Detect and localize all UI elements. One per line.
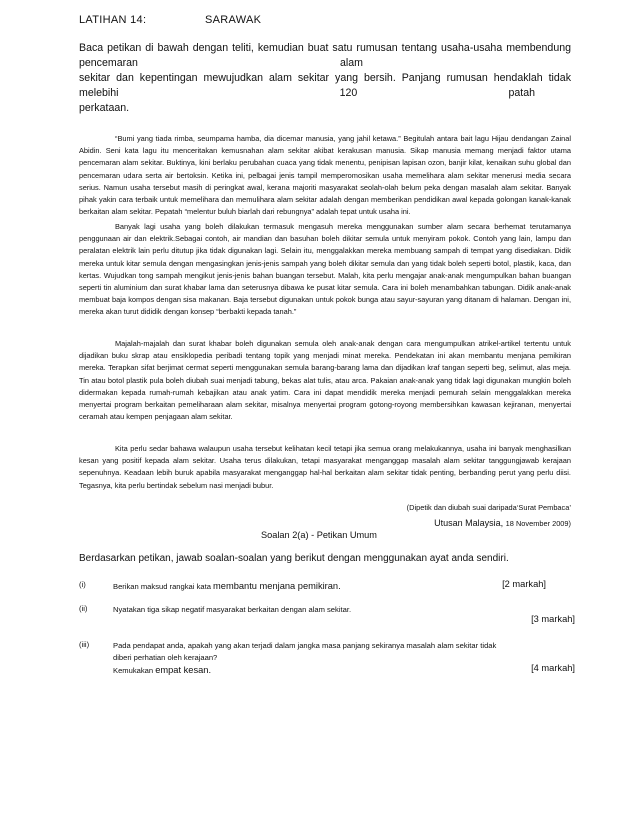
source-publication: Utusan Malaysia, 18 November 2009) <box>434 518 571 528</box>
mark-label: [4 markah] <box>531 663 575 673</box>
instruction-line: sekitar dan kepentingan mewujudkan alam sekitar yang bersih. Panjang rumusan hendaklah tidak <box>79 72 571 84</box>
mark-label: [2 markah] <box>502 579 546 589</box>
passage-paragraph-3: Majalah-majalah dan surat khabar boleh digunakan semula oleh anak-anak dengan cara mengumpulkan atrikel-artikel tertentu untuk dijadikan buku skrap atau ensiklopedia peribadi tentang topik yang menjadi minat mereka. Pendekatan ini akan membantu menjana pemikiran mereka. Terapkan sifat berjimat cermat seperti menggunakan semula barang-barang lama dan dijadikan kraf tangan seperti beg, selimut, alas meja. Tin atau botol plastik pula boleh diubah suai menjadi tabung, bekas alat tulis, atau arca. Pakaian anak-anak yang tidak lagi digunakan mungkin boleh didermakan kepada rumah-rumah kebajikan atau anak yatim. Cara ini dapat mendidik mereka menjadi pemurah selain menggalakkan mereka menyertai program berkaitan pemeliharaan alam sekitar, misalnya menyertai program gotong-royong membersihkan kawasan kejiranan, menyertai ceramah atau kempen penjagaan alam sekitar. <box>79 339 571 422</box>
passage-paragraph-1: “Bumi yang tiada rimba, seumpama hamba, dia dicemar manusia, yang jahil ketawa.” Begitulah antara bait lagu Hijau dendangan Zainal Abidin. Seni kata lagu itu menceritakan kemusnahan alam sekitar akibat kerakusan manusia. Sikap manusia memang menjadi faktor utama pencemaran alam sekitar. Buktinya, kini berlaku perubahan cuaca yang tidak menentu, penipisan lapisan ozon, banjir kilat, kenaikan suhu global dan pencemaran udara serta air bertoksin. Ketika ini, pelbagai jenis tampil memperomosikan usaha memelihara alam sekitar menerusi media secara serius. Namun usaha tersebut masih di peringkat awal, kerana majoriti masyarakat seolah-olah belum peka dengan masalah alam sekitar. Banyak pihak yakin cara terbaik untuk memelihara dan memulihara alam sekitar adalah dengan memberikan pendidikan awal kepada golongan kanak-kanak berkaitan alam sekitar. Pepatah “melentur buluh biarlah dari rebungnya” adalah tepat untuk usaha ini. <box>79 134 571 217</box>
summary-instruction <box>79 41 571 116</box>
instruction-line: pencemaran alam <box>79 57 363 69</box>
question-instruction: Berdasarkan petikan, jawab soalan-soalan yang berikut dengan menggunakan ayat anda sendiri. <box>79 553 509 564</box>
question-section-title: Soalan 2(a) - Petikan Umum <box>261 530 377 540</box>
header-separator: : <box>143 14 147 26</box>
mark-label: [3 markah] <box>531 614 575 624</box>
passage-paragraph-2: Banyak lagi usaha yang boleh dilakukan termasuk mengasuh mereka menggunakan sumber alam secara berhemat terutamanya penggunaan air dan elektrik.Sebagai contoh, air mandian dan basuhan boleh dikitar semula untuk menyiram pokok. Contoh yang lain, lampu dan peralatan elektrik lain perlu ditutup jika tidak digunakan lagi. Selain itu, menggalakkan mereka membuang sampah di tempat yang disediakan. Didik mereka untuk kitar semula dengan mengasingkan jenis-jenis sampah yang boleh dikitar semula dan yang tidak boleh seperti botol, plastik, kaca, dan kertas. Wujudkan tong sampah mengikut jenis-jenis bahan buangan tersebut. Malah, kita perlu mengajar anak-anak mengumpulkan bahan buangan seperti tin aluminium dan surat khabar lama dan seterusnya dibawa ke pusat kitar semula. Cara ini boleh menambahkan tabungan. Didik anak-anak membuat baja kompos dengan sisa makanan. Baja tersebut digunakan untuk pokok bunga atau sayur-sayuran yang ditanam di halaman. Dengan ini, mereka akan turut dididik dengan konsep “berbakti kepada tanah.” <box>79 222 571 317</box>
exercise-header <box>79 14 261 26</box>
state-name: SARAWAK <box>205 14 262 26</box>
document-page: LATIHAN 14: SARAWAK Baca petikan di bawah dengan teliti, kemudian buat satu rumusan tentang usaha-usaha membendung pencemaran alam sekitar dan kepentingan mewujudkan alam sekitar yang bersih. Panjang rumusan hendaklah tidak melebihi 120 patah perkataan. “Bumi yang tiada rimba, seumpama hamba, dia dicemar manusia, yang jahil ketawa.” Begitulah antara bait lagu Hijau dendangan Zainal Abidin. Seni kata lagu itu menceritakan kemusnahan alam sekitar akibat kerakusan manusia. Sikap manusia memang menjadi faktor utama pencemaran alam sekitar. Buktinya, kini berlaku perubahan cuaca yang tidak menentu, penipisan lapisan ozon, banjir kilat, kenaikan suhu global dan pencemaran udara serta air bertoksin. Ketika ini, pelbagai jenis tampil memperomosikan usaha memelihara alam sekitar menerusi media secara serius. Namun usaha tersebut masih di peringkat awal, kerana majoriti masyarakat seolah-olah belum peka dengan masalah alam sekitar. Banyak pihak yakin cara terbaik untuk memelihara dan memulihara alam sekitar adalah dengan memberikan pendidikan awal kepada golongan kanak-kanak berkaitan alam sekitar. Pepatah “melentur buluh biarlah dari rebungnya” adalah tepat untuk usaha ini. Banyak lagi usaha yang boleh dilakukan termasuk mengasuh mereka menggunakan sumber alam secara berhemat terutamanya penggunaan air dan elektrik.Sebagai contoh, air mandian dan basuhan boleh dikitar semula untuk menyiram pokok. Contoh yang lain, lampu dan peralatan elektrik lain perlu ditutup jika tidak digunakan lagi. Selain itu, menggalakkan mereka membuang sampah di tempat yang disediakan. Didik mereka untuk kitar semula dengan mengasingkan jenis-jenis sampah yang boleh dikitar semula dan yang tidak boleh seperti botol, plastik, kaca, dan kertas. Wujudkan tong sampah mengikut jenis-jenis bahan buangan tersebut. Malah, kita perlu mengajar anak-anak mengumpulkan bahan buangan seperti tin aluminium dan surat khabar lama dan seterusnya dibawa ke pusat kitar semula. Cara ini boleh menambahkan tabungan. Didik anak-anak membuat baja kompos dengan sisa makanan. Baja tersebut digunakan untuk pokok bunga atau sayur-sayuran yang ditanam di halaman. Dengan ini, mereka akan turut dididik dengan konsep “berbakti kepada tanah.” Majalah-majalah dan surat khabar boleh digunakan semula oleh anak-anak dengan cara mengumpulkan atrikel-artikel tertentu untuk dijadikan buku skrap atau ensiklopedia peribadi tentang topik yang menjadi minat mereka. Pendekatan ini akan membantu menjana pemikiran mereka. Terapkan sifat berjimat cermat seperti menggunakan semula barang-barang lama dan dijadikan kraf tangan seperti beg, selimut, alas meja. Tin atau botol plastik pula boleh diubah suai menjadi tabung, bekas alat tulis, atau arca. Pakaian anak-anak yang tidak lagi digunakan mungkin boleh didermakan kepada rumah-rumah kebajikan atau anak yatim. Cara ini dapat mendidik mereka menjadi pemurah selain menggalakkan mereka menyertai program berkaitan pemeliharaan alam sekitar, misalnya menyertai program gotong-royong membersihkan kawasan kejiranan, menyertai ceramah atau kempen penjagaan alam sekitar. Kita perlu sedar bahawa walaupun usaha tersebut kelihatan kecil tetapi jika semua orang melakukannya, usaha ini banyak menghasilkan kesan yang positif kepada alam sekitar. Usaha terus dilakukan, tetapi masyarakat menganggap masalah alam sekitar tanggungjawab kerajaan sepenuhnya. Keadaan lebih buruk apabila masyarakat menganggap hal-hal berkaitan alam sekitar tidak penting, berbanding perut yang perlu diisi. Tegasnya, kita perlu bertindak sebelum nasi menjadi bubur. (Dipetik dan diubah suai daripada‘Surat Pembaca’ Utusan Malaysia, 18 November 2009) Soalan 2(a) - Petikan Umum Berdasarkan petikan, jawab soalan-soalan yang berikut dengan menggunakan ayat anda sendiri. (i) Berikan maksud rangkai kata membantu menjana pemikiran. [2 markah] (ii) Nyatakan tiga sikap negatif masyarakat berkaitan dengan alam sekitar. [3 markah] (iii) Pada pendapat anda, apakah yang akan terjadi dalam jangka masa panjang sekiranya masalah alam sekitar tidak diberi perhatian oleh kerajaan? Kemukakan empat kesan. [4 markah] <box>0 0 638 826</box>
instruction-line: melebihi 120 patah <box>79 87 535 99</box>
instruction-line: perkataan. <box>79 102 130 114</box>
exercise-label: LATIHAN 14 <box>79 14 143 26</box>
instruction-line: Baca petikan di bawah dengan teliti, kemudian buat satu rumusan tentang usaha-usaha membendung <box>79 42 571 54</box>
passage-paragraph-4: Kita perlu sedar bahawa walaupun usaha tersebut kelihatan kecil tetapi jika semua orang melakukannya, usaha ini banyak menghasilkan kesan yang positif kepada alam sekitar. Usaha terus dilakukan, tetapi masyarakat menganggap masalah alam sekitar tanggungjawab kerajaan sepenuhnya. Keadaan lebih buruk apabila masyarakat menganggap hal-hal berkaitan alam sekitar tidak penting, berbanding perut yang perlu diisi. Tegasnya, kita perlu bertindak sebelum nasi menjadi bubur. <box>79 444 571 490</box>
source-credit: (Dipetik dan diubah suai daripada‘Surat Pembaca’ <box>406 503 571 512</box>
